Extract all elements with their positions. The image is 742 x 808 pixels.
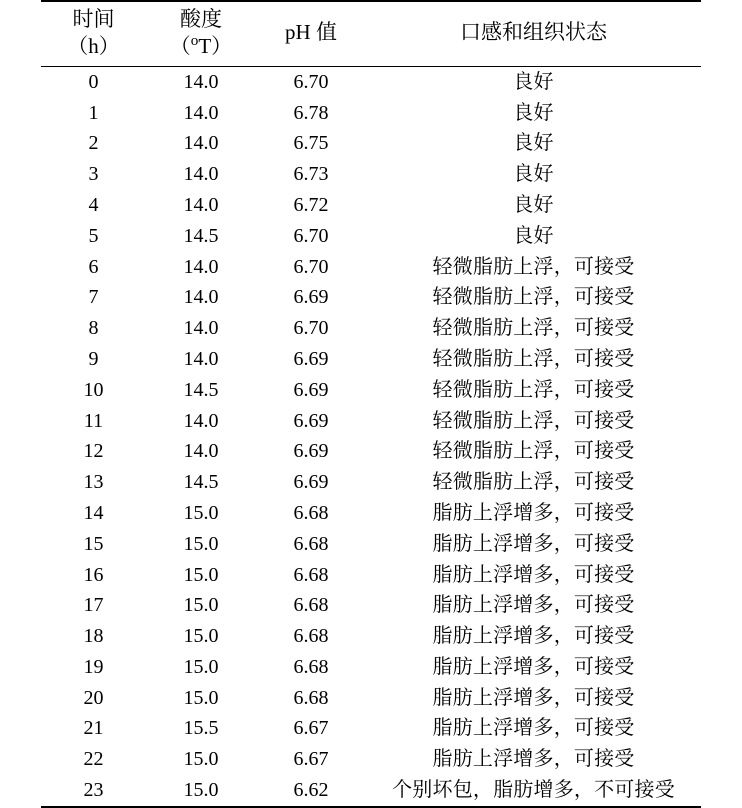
column-header-time-line1: 时间 <box>72 7 115 31</box>
column-header-acidity-line1: 酸度 <box>180 7 222 31</box>
cell-time: 13 <box>83 471 104 494</box>
cell-ph: 6.70 <box>293 70 329 93</box>
cell-time: 20 <box>83 686 104 709</box>
cell-acidity: 14.0 <box>183 163 219 186</box>
cell-time: 18 <box>83 625 104 648</box>
cell-ph: 6.69 <box>293 378 329 401</box>
table-row <box>41 344 701 375</box>
column-header-ph <box>256 1 366 66</box>
table-row <box>41 159 701 190</box>
cell-acidity: 14.0 <box>183 286 219 309</box>
column-header-sensory-line1: 口感和组织状态 <box>460 20 607 45</box>
cell-sensory: 脂肪上浮增多，可接受 <box>432 594 635 617</box>
cell-sensory: 脂肪上浮增多，可接受 <box>432 748 635 771</box>
cell-sensory: 良好 <box>513 132 554 155</box>
table-row <box>41 190 701 221</box>
cell-acidity: 14.0 <box>183 193 219 216</box>
table-row <box>41 621 701 652</box>
cell-time: 5 <box>88 224 99 247</box>
cell-ph: 6.67 <box>293 748 329 771</box>
cell-sensory: 良好 <box>513 193 554 216</box>
cell-time: 23 <box>41 775 146 807</box>
table-row <box>41 406 701 437</box>
cell-ph: 6.62 <box>256 775 366 807</box>
column-header-acidity-line2 <box>146 33 256 60</box>
cell-ph: 6.69 <box>293 440 329 463</box>
cell-time: 15 <box>83 532 104 555</box>
cell-acidity: 14.0 <box>183 70 219 93</box>
acidity-unit-text: T） <box>198 33 233 58</box>
cell-sensory: 良好 <box>513 70 554 93</box>
cell-time: 14 <box>83 501 104 524</box>
table-row <box>41 128 701 159</box>
cell-ph: 6.70 <box>293 224 329 247</box>
cell-time: 8 <box>88 317 99 340</box>
cell-ph: 6.68 <box>293 594 329 617</box>
cell-acidity: 15.0 <box>183 748 219 771</box>
column-header-time <box>41 1 146 66</box>
table-row <box>41 683 701 714</box>
cell-acidity: 15.0 <box>183 532 219 555</box>
cell-time: 1 <box>88 101 99 124</box>
cell-time: 6 <box>88 255 99 278</box>
cell-ph: 6.68 <box>293 563 329 586</box>
cell-acidity: 15.0 <box>183 655 219 678</box>
cell-time: 19 <box>83 655 104 678</box>
acidity-unit-open: （ <box>169 33 191 58</box>
cell-acidity: 15.0 <box>183 625 219 648</box>
table-row <box>41 375 701 406</box>
table-row <box>41 652 701 683</box>
cell-acidity: 15.0 <box>183 686 219 709</box>
table-row <box>41 221 701 252</box>
cell-sensory: 轻微脂肪上浮，可接受 <box>432 347 635 370</box>
cell-sensory: 轻微脂肪上浮，可接受 <box>432 317 635 340</box>
cell-sensory: 个别坏包，脂肪增多，不可接受 <box>366 775 701 807</box>
table-body <box>41 66 701 807</box>
table-row <box>41 252 701 283</box>
cell-time: 3 <box>88 163 99 186</box>
cell-sensory: 脂肪上浮增多，可接受 <box>432 563 635 586</box>
cell-ph: 6.69 <box>293 471 329 494</box>
cell-acidity: 15.0 <box>183 563 219 586</box>
cell-sensory: 良好 <box>513 224 554 247</box>
cell-time: 16 <box>83 563 104 586</box>
results-table <box>41 0 701 808</box>
column-header-time-line2: （h） <box>67 33 120 58</box>
cell-ph: 6.68 <box>293 655 329 678</box>
cell-time: 22 <box>83 748 104 771</box>
cell-acidity: 14.5 <box>183 471 219 494</box>
cell-sensory: 轻微脂肪上浮，可接受 <box>432 409 635 432</box>
cell-time: 17 <box>83 594 104 617</box>
cell-time: 7 <box>88 286 99 309</box>
cell-acidity: 15.0 <box>146 775 256 807</box>
cell-ph: 6.72 <box>293 193 329 216</box>
table-row <box>41 282 701 313</box>
cell-acidity: 15.0 <box>183 501 219 524</box>
cell-acidity: 14.5 <box>183 224 219 247</box>
cell-sensory: 脂肪上浮增多，可接受 <box>432 655 635 678</box>
table-row <box>41 775 701 807</box>
cell-sensory: 脂肪上浮增多，可接受 <box>432 532 635 555</box>
cell-acidity: 14.0 <box>183 132 219 155</box>
cell-sensory: 脂肪上浮增多，可接受 <box>432 717 635 740</box>
cell-acidity: 14.0 <box>183 347 219 370</box>
table-row <box>41 98 701 129</box>
cell-ph: 6.68 <box>293 501 329 524</box>
cell-sensory: 脂肪上浮增多，可接受 <box>432 501 635 524</box>
cell-time: 2 <box>88 132 99 155</box>
cell-ph: 6.69 <box>293 286 329 309</box>
cell-sensory: 轻微脂肪上浮，可接受 <box>432 471 635 494</box>
cell-acidity: 14.0 <box>183 101 219 124</box>
cell-time: 21 <box>83 717 104 740</box>
table-row <box>41 436 701 467</box>
cell-ph: 6.69 <box>293 409 329 432</box>
cell-sensory: 脂肪上浮增多，可接受 <box>432 686 635 709</box>
cell-time: 11 <box>83 409 104 432</box>
cell-acidity: 14.5 <box>183 378 219 401</box>
cell-ph: 6.73 <box>293 163 329 186</box>
cell-acidity: 14.0 <box>183 440 219 463</box>
cell-ph: 6.69 <box>293 347 329 370</box>
cell-time: 0 <box>88 70 99 93</box>
cell-ph: 6.70 <box>293 255 329 278</box>
cell-sensory: 轻微脂肪上浮，可接受 <box>432 378 635 401</box>
cell-sensory: 脂肪上浮增多，可接受 <box>432 625 635 648</box>
cell-sensory: 轻微脂肪上浮，可接受 <box>432 286 635 309</box>
cell-time: 10 <box>83 378 104 401</box>
cell-acidity: 15.0 <box>183 594 219 617</box>
cell-ph: 6.67 <box>293 717 329 740</box>
cell-ph: 6.68 <box>293 686 329 709</box>
table-row <box>41 713 701 744</box>
column-header-acidity <box>146 1 256 66</box>
table-head <box>41 1 701 66</box>
cell-sensory: 良好 <box>513 163 554 186</box>
table-row <box>41 529 701 560</box>
cell-acidity: 14.0 <box>183 255 219 278</box>
table-row <box>41 590 701 621</box>
cell-ph: 6.78 <box>293 101 329 124</box>
table-row <box>41 560 701 591</box>
cell-ph: 6.68 <box>293 625 329 648</box>
table-row <box>41 744 701 775</box>
cell-acidity: 14.0 <box>183 317 219 340</box>
cell-sensory: 良好 <box>513 101 554 124</box>
degree-icon: o <box>190 32 199 49</box>
cell-sensory: 轻微脂肪上浮，可接受 <box>432 440 635 463</box>
cell-time: 9 <box>88 347 99 370</box>
table-row <box>41 313 701 344</box>
cell-ph: 6.70 <box>293 317 329 340</box>
cell-time: 4 <box>88 193 99 216</box>
table-row <box>41 66 701 97</box>
cell-time: 12 <box>83 440 104 463</box>
header-row <box>41 1 701 66</box>
column-header-sensory <box>366 1 701 66</box>
table-row <box>41 467 701 498</box>
cell-sensory: 轻微脂肪上浮，可接受 <box>432 255 635 278</box>
cell-ph: 6.75 <box>293 132 329 155</box>
table-row <box>41 498 701 529</box>
cell-acidity: 14.0 <box>183 409 219 432</box>
cell-ph: 6.68 <box>293 532 329 555</box>
cell-acidity: 15.5 <box>183 717 219 740</box>
column-header-ph-line1: pH 值 <box>285 20 337 45</box>
